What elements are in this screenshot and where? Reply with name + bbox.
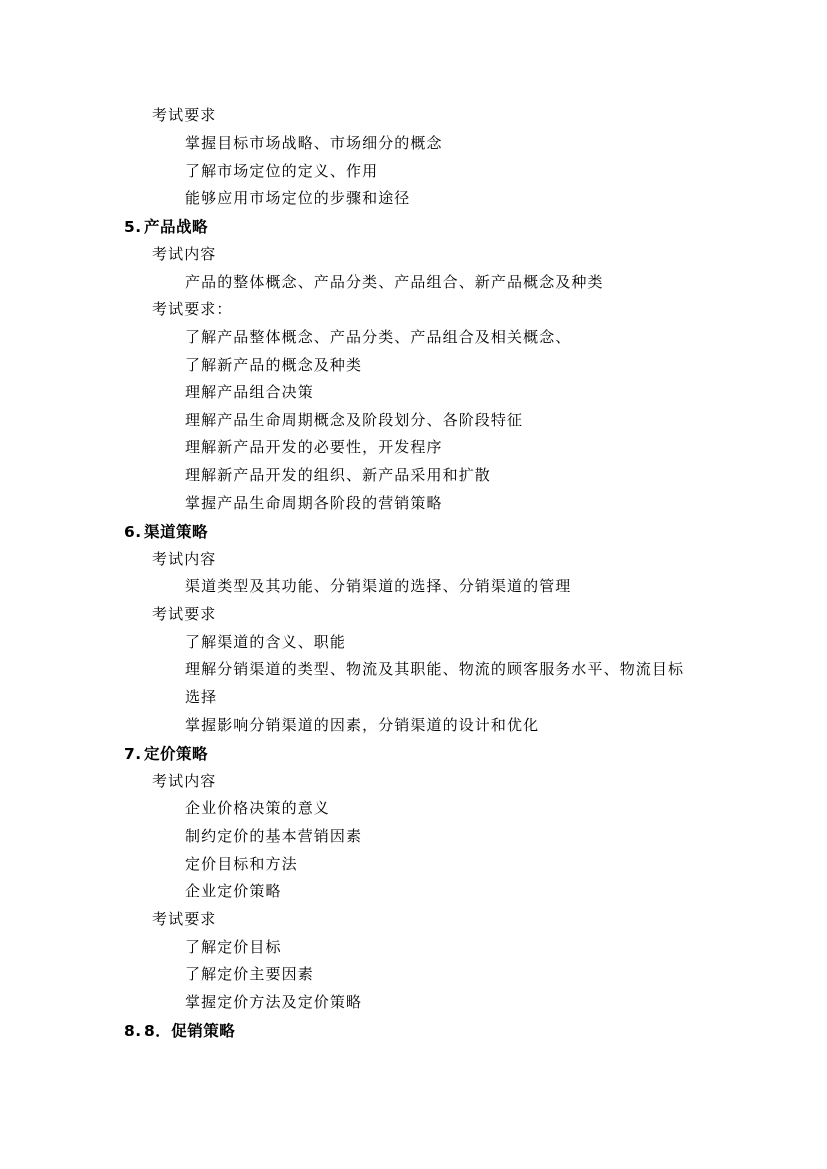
text-line: 考试要求 bbox=[152, 605, 217, 623]
text-line: 企业价格决策的意义 bbox=[185, 799, 330, 817]
text-line: 考试内容 bbox=[152, 550, 217, 568]
text-line: 掌握产品生命周期各阶段的营销策略 bbox=[185, 494, 443, 512]
text-line: 选择 bbox=[185, 688, 218, 706]
text-line: 考试要求： bbox=[152, 300, 233, 318]
text-line: 了解渠道的含义、职能 bbox=[185, 633, 347, 651]
text-line: 考试要求 bbox=[152, 910, 217, 928]
text-line: 了解产品整体概念、产品分类、产品组合及相关概念、 bbox=[185, 328, 572, 346]
text-line: 理解分销渠道的类型、物流及其职能、物流的顾客服务水平、物流目标 bbox=[185, 660, 685, 678]
text-line: 掌握目标市场战略、市场细分的概念 bbox=[185, 134, 443, 152]
text-line: 考试内容 bbox=[152, 245, 217, 263]
text-line: 制约定价的基本营销因素 bbox=[185, 827, 363, 845]
text-line: 能够应用市场定位的步骤和途径 bbox=[185, 189, 411, 207]
section-number: 8. bbox=[124, 1022, 142, 1040]
text-line: 了解新产品的概念及种类 bbox=[185, 356, 363, 374]
section-number: 5. bbox=[124, 218, 142, 236]
section-title: 产品战略 bbox=[144, 218, 209, 236]
section-title: 定价策略 bbox=[144, 745, 209, 763]
text-line: 渠道类型及其功能、分销渠道的选择、分销渠道的管理 bbox=[185, 577, 572, 595]
text-line: 了解市场定位的定义、作用 bbox=[185, 162, 379, 180]
section-heading bbox=[124, 217, 208, 237]
text-line: 定价目标和方法 bbox=[185, 855, 298, 873]
text-line: 掌握定价方法及定价策略 bbox=[185, 993, 363, 1011]
section-heading bbox=[124, 522, 208, 542]
text-line: 理解新产品开发的必要性，开发程序 bbox=[185, 438, 443, 456]
section-title: 渠道策略 bbox=[144, 523, 209, 541]
text-line: 企业定价策略 bbox=[185, 882, 282, 900]
section-title: 8．促销策略 bbox=[144, 1022, 236, 1040]
text-line: 了解定价主要因素 bbox=[185, 965, 314, 983]
text-line: 考试内容 bbox=[152, 772, 217, 790]
text-line: 产品的整体概念、产品分类、产品组合、新产品概念及种类 bbox=[185, 273, 604, 291]
text-line: 理解新产品开发的组织、新产品采用和扩散 bbox=[185, 466, 491, 484]
section-heading bbox=[124, 1021, 235, 1041]
text-line: 考试要求 bbox=[152, 106, 217, 124]
section-number: 6. bbox=[124, 523, 142, 541]
text-line: 理解产品组合决策 bbox=[185, 383, 314, 401]
section-number: 7. bbox=[124, 745, 142, 763]
text-line: 了解定价目标 bbox=[185, 938, 282, 956]
text-line: 理解产品生命周期概念及阶段划分、各阶段特征 bbox=[185, 411, 524, 429]
section-heading bbox=[124, 744, 208, 764]
text-line: 掌握影响分销渠道的因素，分销渠道的设计和优化 bbox=[185, 716, 540, 734]
